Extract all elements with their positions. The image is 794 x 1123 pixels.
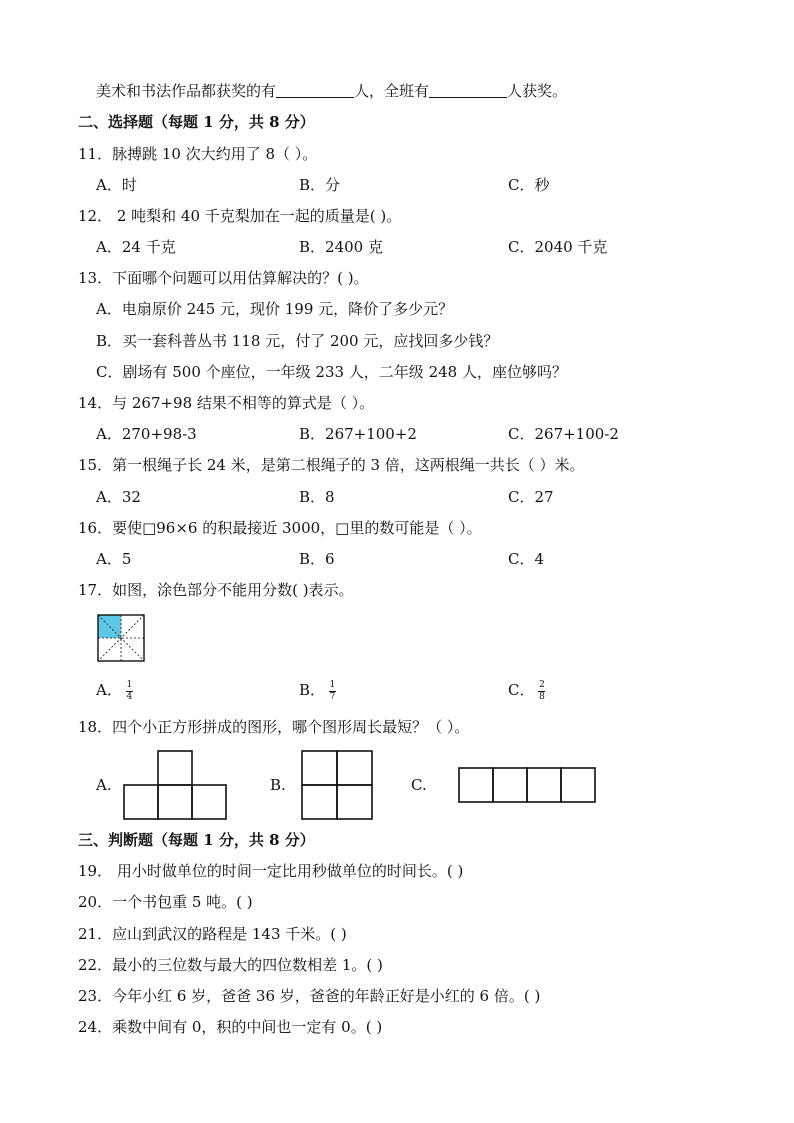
intro-text-2: 人，全班有 (354, 82, 430, 100)
fraction-one-quarter (126, 681, 133, 702)
numerator: 1 (329, 679, 336, 690)
q14-option-b[interactable]: B．267+100+2 (299, 425, 417, 443)
question-16: 16．要使□96×6 的积最接近 3000，□里的数可能是（ ）。 (78, 519, 482, 537)
intro-text-1: 美术和书法作品都获奖的有 (96, 82, 277, 100)
question-23[interactable]: 23．今年小红 6 岁，爸爸 36 岁，爸爸的年龄正好是小红的 6 倍。( ) (78, 987, 541, 1005)
q18-shape-a-t-tetromino (123, 750, 227, 820)
q15-option-b[interactable]: B．8 (299, 488, 335, 506)
q17-shaded-square-figure (98, 615, 144, 661)
question-21[interactable]: 21．应山到武汉的路程是 143 千米。( ) (78, 925, 347, 943)
denominator: 7 (329, 691, 336, 702)
q17-option-b-label: B． (299, 681, 326, 699)
q18-shape-c-straight-line (458, 767, 596, 803)
question-19[interactable]: 19． 用小时做单位的时间一定比用秒做单位的时间长。( ) (78, 862, 464, 880)
q13-option-a[interactable]: A．电扇原价 245 元，现价 199 元，降价了多少元？ (96, 300, 454, 318)
question-11: 11．脉搏跳 10 次大约用了 8（ ）。 (78, 145, 318, 163)
section-3-title: 三、判断题（每题 1 分，共 8 分） (78, 831, 315, 849)
q17-option-b[interactable] (299, 680, 336, 702)
q18-shape-b-square-block (301, 750, 373, 820)
q17-option-a-label: A． (96, 681, 122, 699)
numerator: 2 (539, 679, 545, 690)
intro-line (96, 81, 567, 101)
denominator: 8 (539, 691, 545, 702)
q13-option-c[interactable]: C．剧场有 500 个座位，一年级 233 人，二年级 248 人，座位够吗？ (96, 363, 567, 381)
section-2-title: 二、选择题（每题 1 分，共 8 分） (78, 113, 315, 131)
q17-option-a[interactable] (96, 680, 133, 702)
q15-option-a[interactable]: A．32 (96, 488, 141, 506)
q12-option-b[interactable]: B．2400 克 (299, 238, 383, 256)
fraction-one-seventh (329, 681, 336, 702)
q17-option-c[interactable] (508, 680, 545, 702)
q13-option-b[interactable]: B．买一套科普丛书 118 元，付了 200 元，应找回多少钱？ (96, 332, 499, 350)
q16-option-b[interactable]: B．6 (299, 550, 335, 568)
question-13: 13．下面哪个问题可以用估算解决的？( )。 (78, 269, 369, 287)
q12-option-c[interactable]: C．2040 千克 (508, 238, 608, 256)
answer-blank-1[interactable] (276, 82, 354, 98)
question-18: 18．四个小正方形拼成的图形，哪个图形周长最短？（ ）。 (78, 718, 470, 736)
question-15: 15．第一根绳子长 24 米，是第二根绳子的 3 倍，这两根绳一共长（ ）米。 (78, 456, 585, 474)
q11-option-a[interactable]: A．时 (96, 176, 137, 194)
q11-option-b[interactable]: B．分 (299, 176, 341, 194)
q17-option-c-label: C． (508, 681, 535, 699)
question-17: 17．如图，涂色部分不能用分数( )表示。 (78, 581, 354, 599)
question-22[interactable]: 22．最小的三位数与最大的四位数相差 1。( ) (78, 956, 383, 974)
intro-text-3: 人获奖。 (507, 82, 568, 100)
q18-option-c-label[interactable]: C. (411, 776, 427, 794)
q15-option-c[interactable]: C．27 (508, 488, 554, 506)
denominator: 4 (126, 691, 133, 702)
question-12: 12． 2 吨梨和 40 千克梨加在一起的质量是( )。 (78, 207, 402, 225)
question-14: 14．与 267+98 结果不相等的算式是（ ）。 (78, 394, 375, 412)
q18-option-a-label[interactable]: A. (96, 776, 112, 794)
q12-option-a[interactable]: A．24 千克 (96, 238, 176, 256)
q14-option-a[interactable]: A．270+98-3 (96, 425, 197, 443)
numerator: 1 (126, 679, 133, 690)
q16-option-a[interactable]: A．5 (96, 550, 132, 568)
fraction-two-eighths (538, 681, 545, 702)
q14-option-c[interactable]: C．267+100-2 (508, 425, 619, 443)
q11-option-c[interactable]: C．秒 (508, 176, 550, 194)
question-24[interactable]: 24．乘数中间有 0，积的中间也一定有 0。( ) (78, 1018, 383, 1036)
q16-option-c[interactable]: C．4 (508, 550, 545, 568)
question-20[interactable]: 20．一个书包重 5 吨。( ) (78, 893, 253, 911)
answer-blank-2[interactable] (429, 82, 507, 98)
q18-option-b-label[interactable]: B. (270, 776, 286, 794)
